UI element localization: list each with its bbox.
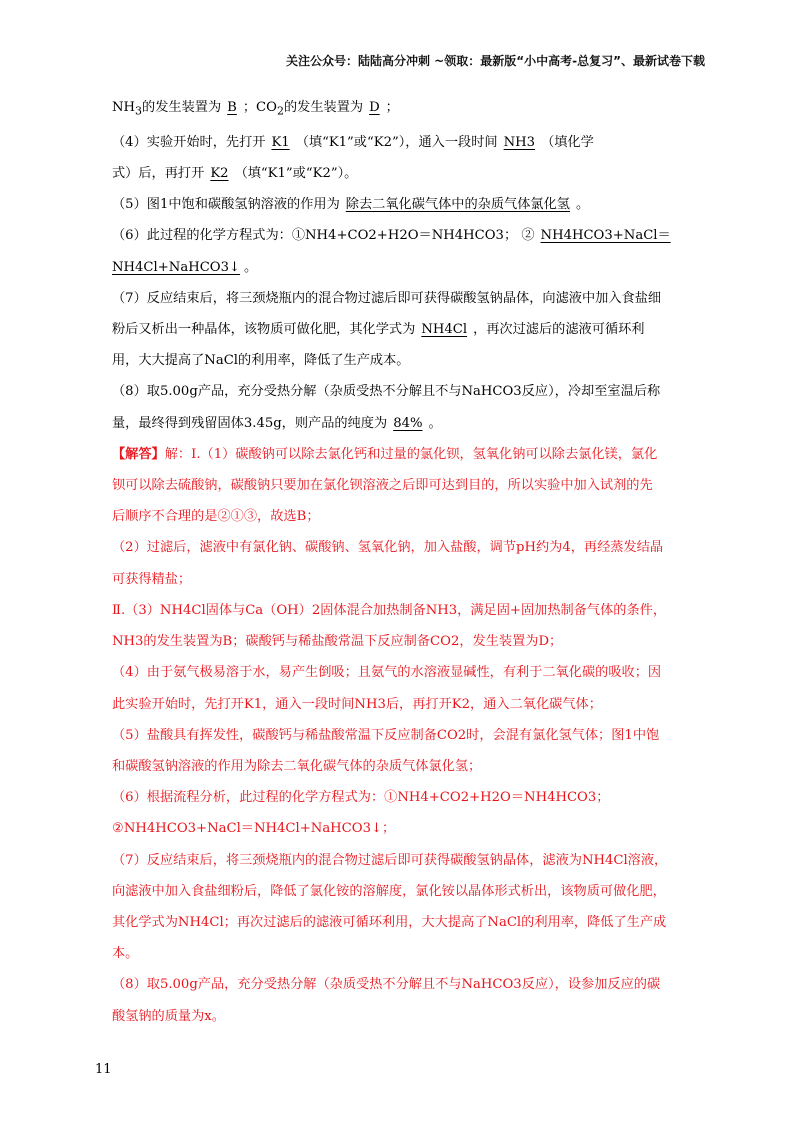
answer-line: 和碳酸氢钠溶液的作用为除去二氧化碳气体的杂质气体氯化氢； [112,758,482,774]
q3-text: NH [112,100,136,115]
subscript: 3 [135,104,143,118]
q4-text: （4）实验开始时，先打开 [112,134,266,150]
q6-line-1 [112,220,706,251]
answer-blank: 84% [393,415,423,431]
q4-text: （填“K1”或“K2”），通入一段时间 [295,134,498,150]
q8-line-2 [112,408,706,439]
answer-line: （5）盐酸具有挥发性，碳酸钙与稀盐酸常温下反应制备CO2时，会混有氯化氢气体；图1中饱 [112,727,660,743]
answer-line [112,439,706,470]
q3-line [112,92,706,127]
answer-line: （7）反应结束后，将三颈烧瓶内的混合物过滤后即可获得碳酸氢钠晶体，滤液为NH4Cl溶液， [112,852,668,868]
answer-line: ②NH4HCO3+NaCl＝NH4Cl+NaHCO3↓； [112,821,396,837]
q6-text: 。 [244,259,258,275]
answer-line: （4）由于氨气极易溶于水，易产生倒吸；且氨气的水溶液显碱性，有利于二氧化碳的吸收；因 [112,665,662,681]
answer-blank: NH4HCO3+NaCl＝ [540,228,671,244]
answer-line: 本。 [112,946,139,962]
answer-line: Ⅱ.（3）NH4Cl固体与Ca（OH）2固体混合加热制备NH3，满足固+固加热制备气体的条件， [112,602,667,618]
answer-blank: NH3 [503,134,536,150]
answer-blank: B [227,100,237,115]
q3-text: 的发生装置为 [142,100,222,115]
answer-section [112,439,706,1032]
subscript: 2 [276,104,284,118]
q7-line-2 [112,314,706,345]
q4-line-2 [112,158,706,189]
answer-line: 钡可以除去硫酸钠，碳酸钠只要加在氯化钡溶液之后即可达到目的，所以实验中加入试剂的先 [112,478,653,494]
answer-line: （6）根据流程分析，此过程的化学方程式为：①NH4+CO2+H2O＝NH4HCO3； [112,790,610,806]
q4-text: （填“K1”或“K2”）。 [234,166,358,182]
answer-line: 其化学式为NH4Cl；再次过滤后的滤液可循环利用，大大提高了NaCl的利用率，降低了生产成 [112,914,667,930]
answer-line: 后顺序不合理的是②①③，故选B； [112,509,320,525]
answer-blank: K2 [210,166,229,182]
page-header: 关注公众号：陆陆高分冲刺 ~领取：最新版“小中高考-总复习”、最新试卷下载 [286,54,705,68]
answer-label: 【解答】 [112,446,165,462]
q3-text: 的发生装置为 [283,100,364,115]
q4-line-1 [112,127,706,158]
answer-line: 此实验开始时，先打开K1，通入一段时间NH3后，再打开K2，通入二氧化碳气体； [112,696,602,712]
q3-text: ；CO [242,100,277,115]
answer-line: NH3的发生装置为B；碳酸钙与稀盐酸常温下反应制备CO2，发生装置为D； [112,634,563,650]
answer-line: （2）过滤后，滤液中有氯化钠、碳酸钠、氢氧化钠，加入盐酸，调节pH约为4，再经蒸发结晶 [112,540,664,556]
q8-text: 。 [428,415,442,431]
page-number: 11 [95,1062,112,1077]
q7-text: 粉后又析出一种晶体，该物质可做化肥，其化学式为 [112,322,416,338]
answer-text: 解：Ⅰ.（1）碳酸钠可以除去氯化钙和过量的氯化钡，氢氧化钠可以除去氯化镁，氯化 [164,446,658,462]
q3-text: ； [385,100,399,115]
q6-text: （6）此过程的化学方程式为：①NH4+CO2+H2O＝NH4HCO3； [112,228,518,244]
q5-text: 。 [575,197,590,213]
q4-text: 式）后，再打开 [112,166,205,182]
q8-line-1: （8）取5.00g产品，充分受热分解（杂质受热不分解且不与NaHCO3反应），冷却至室温后称 [112,384,661,400]
q7-line-3: 用，大大提高了NaCl的利用率，降低了生产成本。 [112,353,410,369]
answer-blank: 除去二氧化碳气体中的杂质气体氯化氢 [345,197,570,213]
q6-line-2 [112,252,706,283]
q5-text: （5）图1中饱和碳酸氢钠溶液的作用为 [112,197,340,213]
q6-text: ② [521,228,535,244]
answer-blank: NH4Cl+NaHCO3↓ [112,259,241,275]
answer-blank: K1 [271,134,290,150]
answer-line: （8）取5.00g产品，充分受热分解（杂质受热不分解且不与NaHCO3反应），设参加反应的碳 [112,977,661,993]
document-body [112,92,706,1032]
answer-blank: D [369,100,380,115]
answer-line: 向滤液中加入食盐细粉后，降低了氯化铵的溶解度，氯化铵以晶体形式析出，该物质可做化肥， [112,883,666,899]
q4-text: （填化学 [541,134,594,150]
answer-line: 可获得精盐； [112,571,192,587]
q7-text: ，再次过滤后的滤液可循环利 [473,322,645,338]
answer-blank: NH4Cl [421,322,468,338]
q8-text: 量，最终得到残留固体3.45g，则产品的纯度为 [112,415,388,431]
q7-line-1: （7）反应结束后，将三颈烧瓶内的混合物过滤后即可获得碳酸氢钠晶体，向滤液中加入食盐细 [112,290,662,306]
q5-line [112,189,706,220]
answer-line: 酸氢钠的质量为x。 [112,1008,225,1024]
